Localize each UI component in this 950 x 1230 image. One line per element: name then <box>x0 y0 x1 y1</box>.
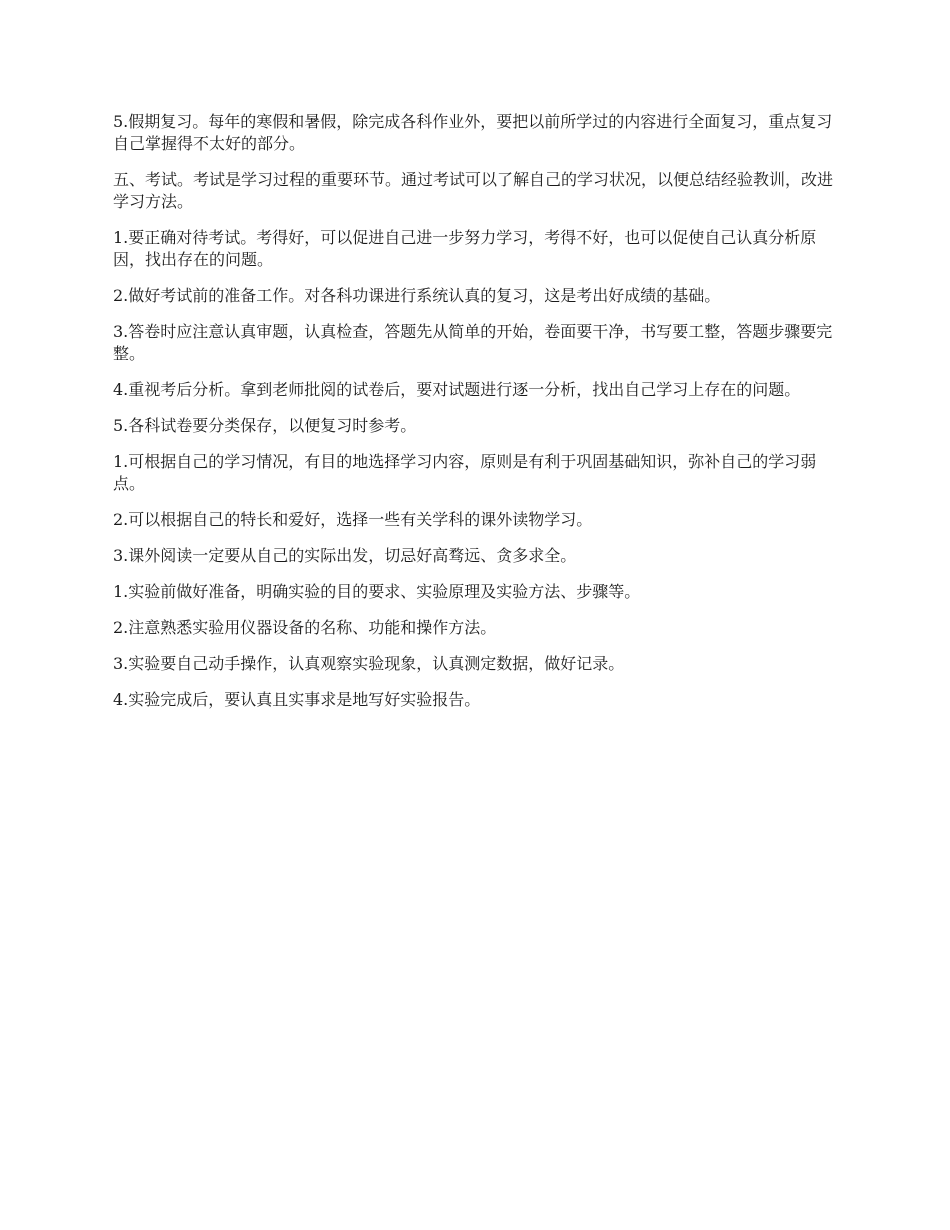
paragraph-reading-choice: 1.可根据自己的学习情况，有目的地选择学习内容，原则是有利于巩固基础知识，弥补自己的学习弱点。 <box>113 452 817 493</box>
paragraph-exam-attitude: 1.要正确对待考试。考得好，可以促进自己进一步努力学习，考得不好，也可以促使自己认真分析原因，找出存在的问题。 <box>113 228 817 269</box>
paragraph-lab-report: 4.实验完成后，要认真且实事求是地写好实验报告。 <box>113 690 481 709</box>
paragraph-lab-equipment: 2.注意熟悉实验用仪器设备的名称、功能和操作方法。 <box>113 618 497 637</box>
paragraph-reading-practical: 3.课外阅读一定要从自己的实际出发，切忌好高骛远、贪多求全。 <box>113 546 577 565</box>
paragraph-exam-preparation: 2.做好考试前的准备工作。对各科功课进行系统认真的复习，这是考出好成绩的基础。 <box>113 286 721 305</box>
paragraph-lab-preparation: 1.实验前做好准备，明确实验的目的要求、实验原理及实验方法、步骤等。 <box>113 582 641 601</box>
paragraph-exam-heading: 五、考试。考试是学习过程的重要环节。通过考试可以了解自己的学习状况，以便总结经验教训，改进学习方法。 <box>113 170 834 211</box>
paragraph-reading-interests: 2.可以根据自己的特长和爱好，选择一些有关学科的课外读物学习。 <box>113 510 593 529</box>
paragraph-post-exam-analysis: 4.重视考后分析。拿到老师批阅的试卷后，要对试题进行逐一分析，找出自己学习上存在的问题。 <box>113 380 801 399</box>
paragraph-answering: 3.答卷时应注意认真审题，认真检查，答题先从简单的开始，卷面要干净，书写要工整，答题步骤要完整。 <box>113 322 833 363</box>
paragraph-keep-papers: 5.各科试卷要分类保存，以便复习时参考。 <box>113 416 417 435</box>
document-body <box>113 111 840 725</box>
paragraph-lab-operation: 3.实验要自己动手操作，认真观察实验现象，认真测定数据，做好记录。 <box>113 654 625 673</box>
paragraph-holiday-review: 5.假期复习。每年的寒假和暑假，除完成各科作业外，要把以前所学过的内容进行全面复习，重点复习自己掌握得不太好的部分。 <box>113 112 833 153</box>
